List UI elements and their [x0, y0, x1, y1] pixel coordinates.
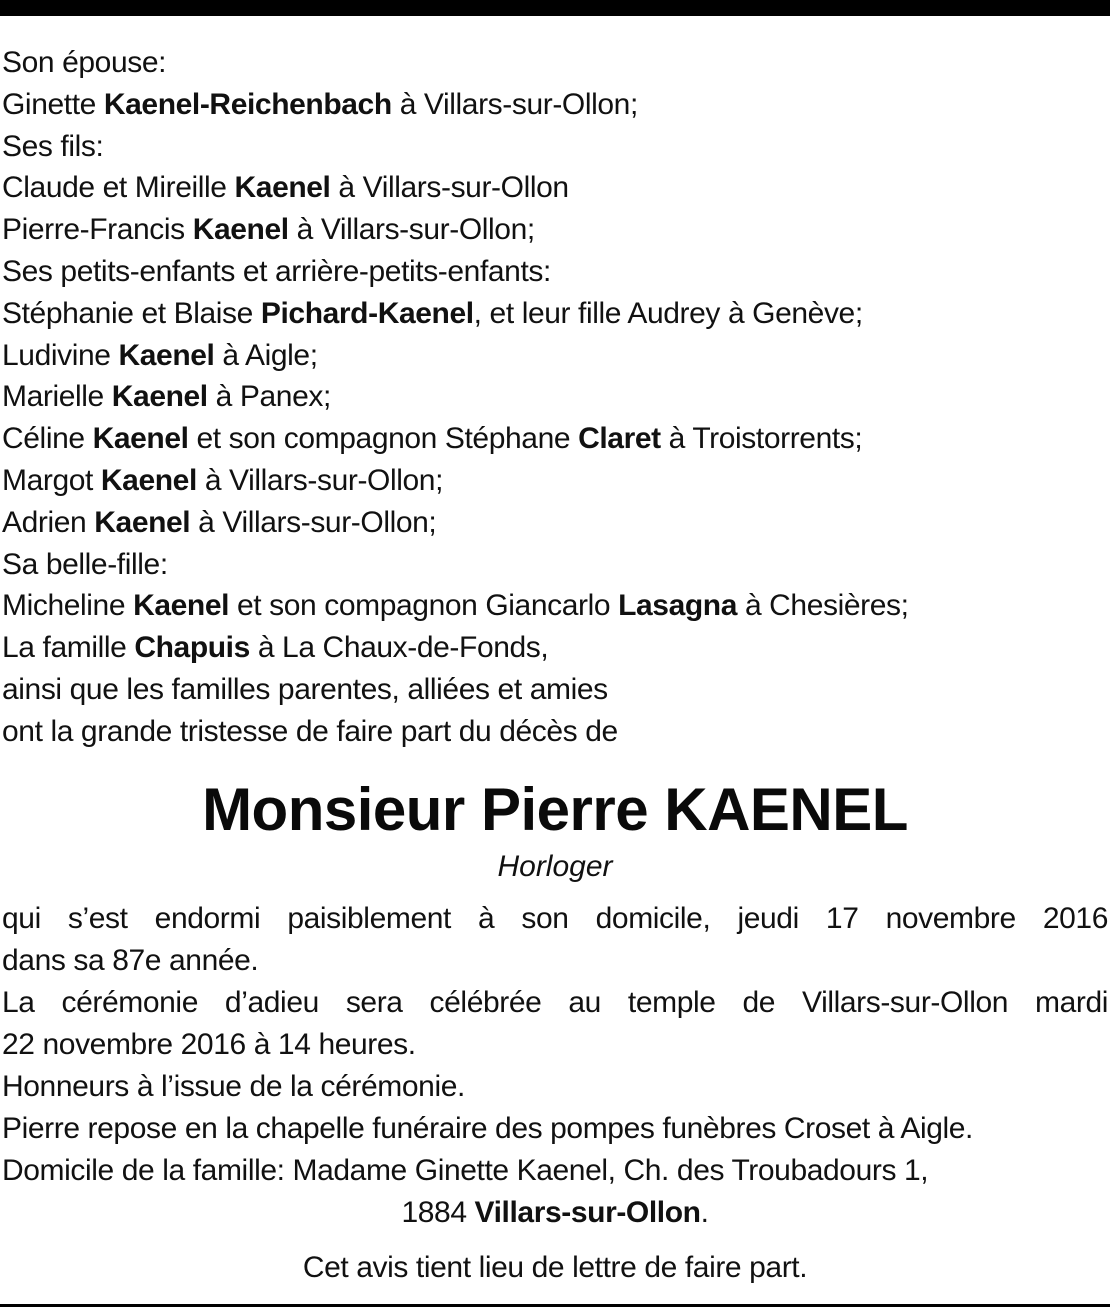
son-line-1: Claude et Mireille Kaenel à Villars-sur-Ollon — [2, 171, 569, 205]
family-chapuis-line: La famille Chapuis à La Chaux-de-Fonds, — [2, 631, 549, 665]
grandchildren-heading: Ses petits-enfants et arrière-petits-enfants: — [2, 254, 551, 288]
deceased-profession: Horloger — [497, 850, 613, 883]
bottom-rule — [0, 1304, 1110, 1307]
sons-heading: Ses fils: — [2, 129, 104, 163]
address-line-2: 1884 Villars-sur-Ollon. — [401, 1196, 709, 1229]
grandchild-line-4: Céline Kaenel et son compagnon Stéphane Claret à Troistorrents; — [2, 422, 863, 456]
address-line-1: Domicile de la famille: Madame Ginette Kaenel, Ch. des Troubadours 1, — [2, 1154, 929, 1187]
death-line-2: dans sa 87e année. — [2, 944, 259, 977]
grandchild-line-2: Ludivine Kaenel à Aigle; — [2, 338, 318, 372]
death-line-1: qui s’est endormi paisiblement à son domicile, jeudi 17 novembre 2016 — [2, 902, 1108, 935]
top-rule — [0, 0, 1110, 16]
obituary-details — [2, 898, 1108, 1234]
grandchild-line-6: Adrien Kaenel à Villars-sur-Ollon; — [2, 505, 437, 539]
honours-line: Honneurs à l’issue de la cérémonie. — [2, 1070, 465, 1103]
closing-note: Cet avis tient lieu de lettre de faire part. — [302, 1251, 808, 1284]
announcement-line: ont la grande tristesse de faire part du décès de — [2, 714, 618, 748]
grandchild-line-3: Marielle Kaenel à Panex; — [2, 380, 331, 414]
deceased-name: Monsieur Pierre KAENEL — [202, 776, 908, 843]
spouse-line: Ginette Kaenel-Reichenbach à Villars-sur-Ollon; — [2, 87, 638, 121]
family-list — [2, 42, 1102, 753]
son-line-2: Pierre-Francis Kaenel à Villars-sur-Ollon; — [2, 213, 535, 247]
daughter-in-law-heading: Sa belle-fille: — [2, 547, 168, 581]
ceremony-line-2: 22 novembre 2016 à 14 heures. — [2, 1028, 416, 1061]
grandchild-line-5: Margot Kaenel à Villars-sur-Ollon; — [2, 463, 444, 497]
grandchild-line-1: Stéphanie et Blaise Pichard-Kaenel, et leur fille Audrey à Genève; — [2, 296, 863, 330]
spouse-heading: Son épouse: — [2, 46, 167, 79]
chapel-line: Pierre repose en la chapelle funéraire des pompes funèbres Croset à Aigle. — [2, 1112, 973, 1145]
relatives-line: ainsi que les familles parentes, alliées et amies — [2, 672, 608, 706]
daughter-in-law-line: Micheline Kaenel et son compagnon Giancarlo Lasagna à Chesières; — [2, 589, 909, 623]
ceremony-line-1: La cérémonie d’adieu sera célébrée au temple de Villars-sur-Ollon mardi — [2, 986, 1108, 1019]
